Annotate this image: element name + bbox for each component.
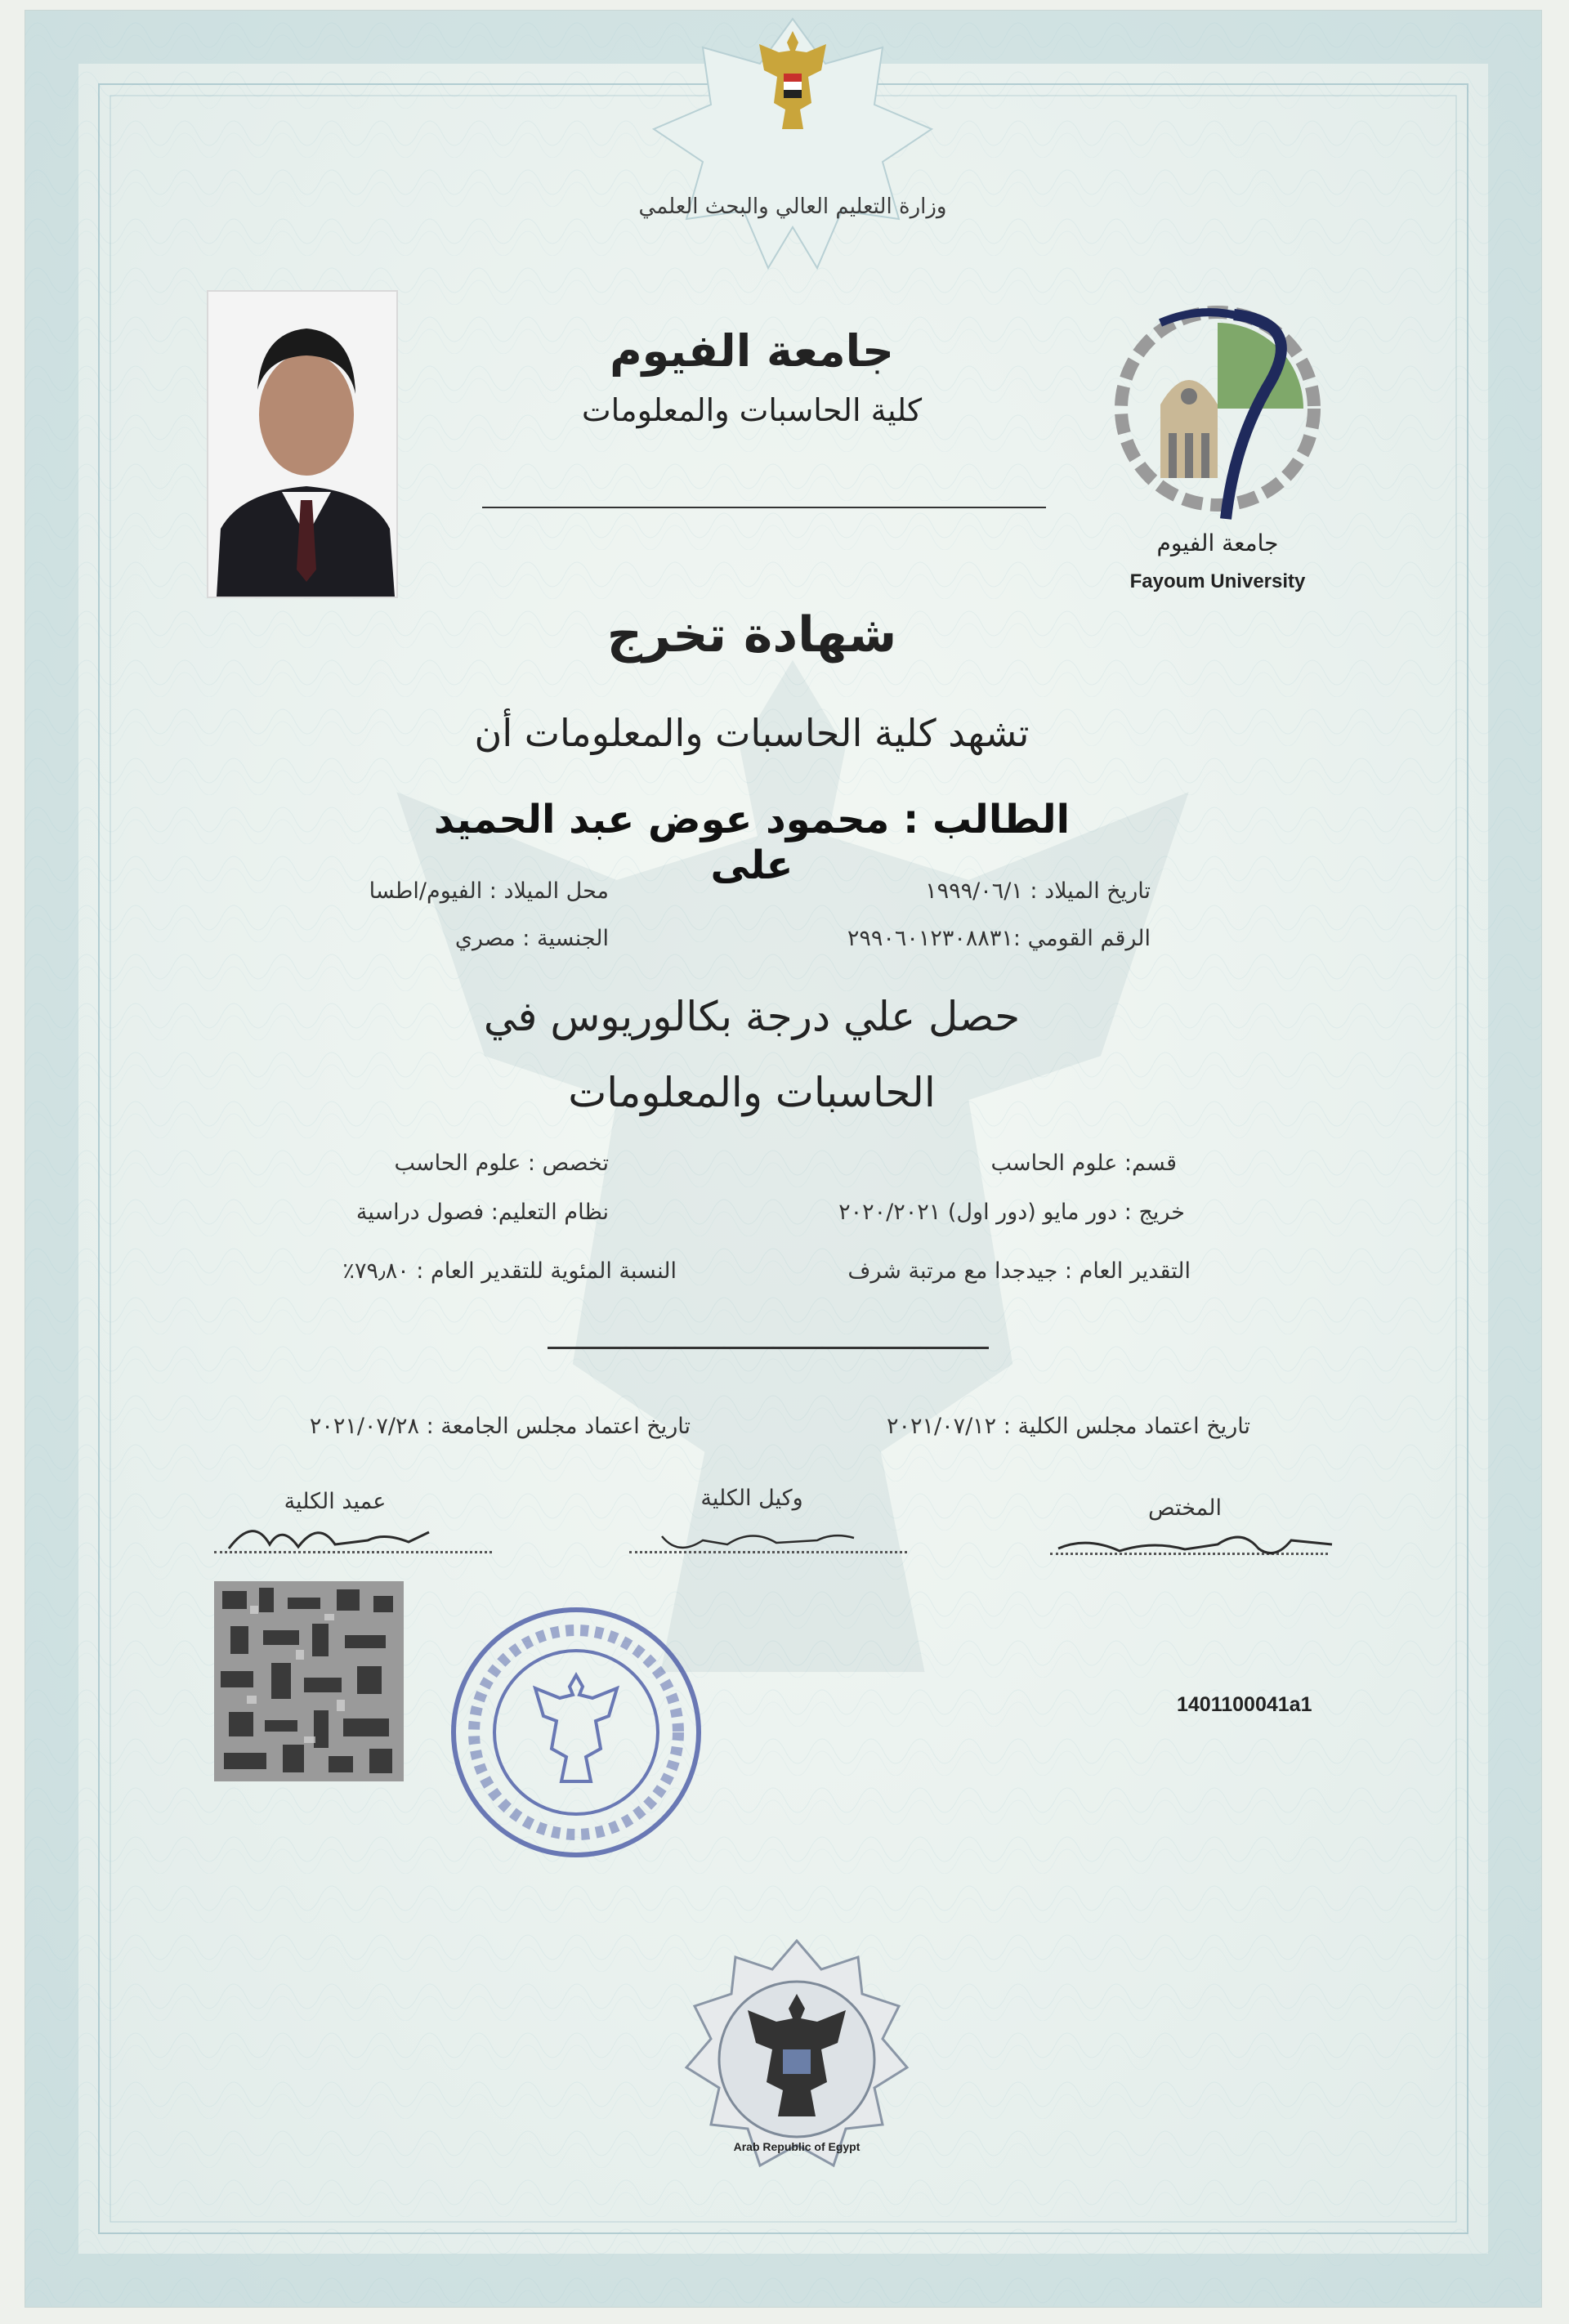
degree-statement: حصل علي درجة بكالوريوس في (483, 993, 1021, 1040)
dean-signature (221, 1508, 441, 1565)
national-id: الرقم القومي :٢٩٩٠٦٠١٢٣٠٨٨٣١ (847, 926, 1151, 951)
university-name: جامعة الفيوم (610, 325, 894, 377)
specialization: تخصص : علوم الحاسب (394, 1151, 609, 1176)
fayoum-university-logo-icon (1111, 290, 1324, 527)
serial-number: 1401100041a1 (1177, 1693, 1312, 1716)
university-council-approval-date: تاريخ اعتماد مجلس الجامعة : ٢٠٢١/٠٧/٢٨ (309, 1414, 691, 1439)
embossed-seal-icon (678, 1937, 915, 2182)
official-title: المختص (1148, 1495, 1222, 1521)
header-divider (482, 507, 1046, 508)
faculty-name: كلية الحاسبات والمعلومات (581, 392, 923, 428)
ministry-name: وزارة التعليم العالي والبحث العلمي (638, 194, 947, 219)
dean-title: عميد الكلية (284, 1489, 387, 1514)
birth-place: محل الميلاد : الفيوم/اطسا (369, 878, 609, 904)
birth-date: تاريخ الميلاد : ١٩٩٩/٠٦/١ (925, 878, 1151, 904)
faculty-stamp-icon (445, 1602, 707, 1863)
verification-code-image (214, 1581, 404, 1781)
degree-field: الحاسبات والمعلومات (568, 1069, 936, 1116)
study-system: نظام التعليم: فصول دراسية (355, 1200, 609, 1225)
faculty-council-approval-date: تاريخ اعتماد مجلس الكلية : ٢٠٢١/٠٧/١٢ (886, 1414, 1250, 1439)
seal-text: Arab Republic of Egypt (733, 2140, 860, 2153)
logo-arabic-name: جامعة الفيوم (1156, 530, 1279, 556)
certificate-title: شهادة تخرج (606, 606, 897, 664)
body-divider (548, 1347, 989, 1349)
vice-dean-signature (654, 1512, 866, 1561)
student-name: الطالب : محمود عوض عبد الحميد على (433, 797, 1071, 888)
official-signature (1054, 1520, 1340, 1569)
nationality: الجنسية : مصري (454, 926, 609, 951)
vice-dean-title: وكيل الكلية (700, 1486, 803, 1511)
ministry-emblem-icon (629, 15, 956, 293)
certifies-statement: تشهد كلية الحاسبات والمعلومات أن (474, 711, 1030, 755)
department: قسم: علوم الحاسب (990, 1151, 1177, 1176)
grade-percentage: النسبة المئوية للتقدير العام : ٧٩٫٨٠٪ (342, 1258, 677, 1284)
graduation-session: خريج : دور مايو (دور اول) ٢٠٢٠/٢٠٢١ (838, 1200, 1185, 1225)
logo-english-name: Fayoum University (1129, 570, 1306, 592)
overall-grade: التقدير العام : جيدجدا مع مرتبة شرف (847, 1258, 1191, 1284)
student-photo (208, 292, 396, 597)
